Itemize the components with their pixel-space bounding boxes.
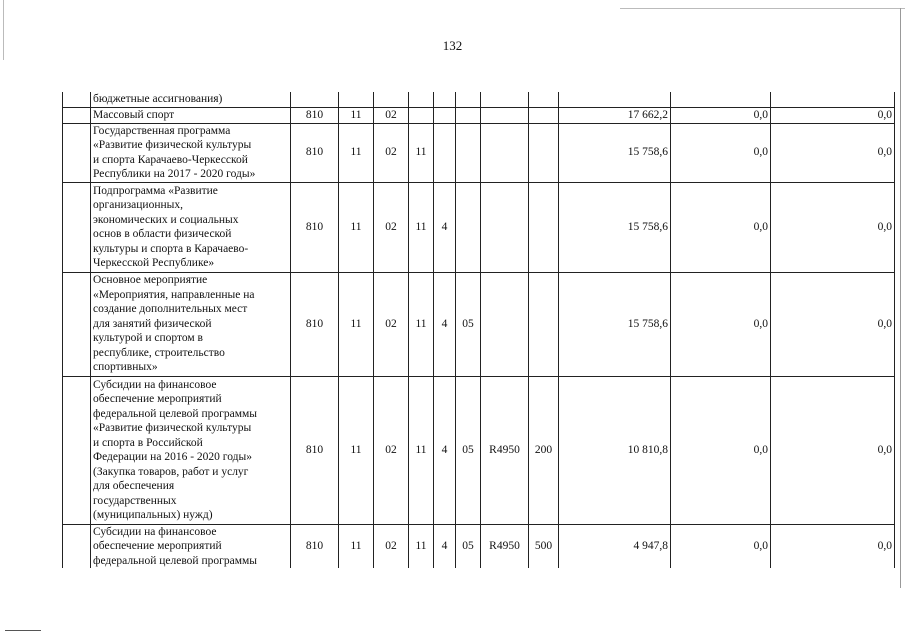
row-index-cell [63, 123, 91, 182]
col-sum-2022: 0,0 [771, 272, 895, 376]
col-sum-2020: 10 810,8 [559, 376, 671, 524]
row-name [91, 272, 291, 376]
col-direction [481, 107, 529, 123]
col-sum-2021: 0,0 [671, 272, 771, 376]
col-subprogram [434, 123, 456, 182]
row-name [91, 524, 291, 568]
row-name-line: создание дополнительных мест [93, 303, 248, 316]
col-admin: 810 [291, 376, 339, 524]
col-expense-type: 200 [529, 376, 559, 524]
row-name-line: федеральной целевой программы [93, 407, 257, 420]
row-index-cell [63, 92, 91, 107]
col-direction [481, 123, 529, 182]
row-name-line: «Развитие физической культуры [93, 139, 252, 151]
col-sum-2022: 0,0 [771, 376, 895, 524]
col-subprogram: 4 [434, 376, 456, 524]
budget-table [62, 92, 895, 568]
table-row [63, 182, 895, 272]
col-section: 11 [339, 272, 374, 376]
col-main-event [456, 182, 481, 272]
row-name-line: основ в области физической [93, 228, 232, 240]
col-subsection [374, 92, 409, 107]
col-admin: 810 [291, 123, 339, 182]
col-main-event: 05 [456, 524, 481, 568]
row-name-line: обеспечение мероприятий [93, 540, 222, 552]
table-row [63, 123, 895, 182]
col-sum-2022: 0,0 [771, 123, 895, 182]
col-program [409, 92, 434, 107]
row-name [91, 92, 291, 107]
row-name-line: Субсидии на финансовое [93, 378, 217, 391]
row-name-line: Основное мероприятие [93, 274, 208, 287]
col-main-event [456, 92, 481, 107]
col-admin: 810 [291, 524, 339, 568]
row-name-line: Массовый спорт [93, 108, 175, 121]
row-name-line: государственных [93, 494, 177, 507]
col-sum-2022: 0,0 [771, 524, 895, 568]
col-sum-2021 [671, 92, 771, 107]
col-admin: 810 [291, 182, 339, 272]
row-name-line: «Мероприятия, направленные на [93, 288, 255, 301]
col-sum-2021: 0,0 [671, 524, 771, 568]
row-name-line: Черкесской Республике» [93, 257, 215, 269]
row-name-line: (Закупка товаров, работ и услуг [93, 465, 249, 478]
col-direction [481, 182, 529, 272]
col-main-event: 05 [456, 272, 481, 376]
col-program: 11 [409, 524, 434, 568]
col-subprogram [434, 107, 456, 123]
col-expense-type [529, 272, 559, 376]
scan-border-top-right [620, 8, 905, 9]
row-name-line: для обеспечения [93, 480, 175, 492]
col-sum-2020: 17 662,2 [559, 107, 671, 123]
row-name-line: и спорта Карачаево-Черкесской [93, 153, 248, 166]
col-main-event: 05 [456, 376, 481, 524]
scan-mark-bottom-left [5, 630, 41, 631]
col-sum-2020: 4 947,8 [559, 524, 671, 568]
col-section: 11 [339, 107, 374, 123]
table-row [63, 272, 895, 376]
col-subsection: 02 [374, 524, 409, 568]
row-name-line: Подпрограмма «Развитие [93, 184, 218, 197]
row-name [91, 182, 291, 272]
row-name-line: спортивных» [93, 361, 158, 374]
table-body [63, 92, 895, 568]
col-sum-2022: 0,0 [771, 182, 895, 272]
col-section: 11 [339, 123, 374, 182]
col-direction [481, 272, 529, 376]
row-name-line: «Развитие физической культуры [93, 422, 252, 434]
table-row [63, 524, 895, 568]
col-sum-2020: 15 758,6 [559, 272, 671, 376]
col-sum-2020 [559, 92, 671, 107]
col-program: 11 [409, 123, 434, 182]
col-program: 11 [409, 376, 434, 524]
table-row [63, 92, 895, 107]
row-name-line: Государственная программа [93, 124, 231, 137]
col-subprogram: 4 [434, 272, 456, 376]
col-admin [291, 92, 339, 107]
col-section [339, 92, 374, 107]
row-name-line: и спорта в Российской [93, 436, 203, 449]
col-sum-2020: 15 758,6 [559, 182, 671, 272]
col-sum-2021: 0,0 [671, 123, 771, 182]
col-direction: R4950 [481, 524, 529, 568]
col-sum-2021: 0,0 [671, 182, 771, 272]
row-index-cell [63, 524, 91, 568]
col-sum-2020: 15 758,6 [559, 123, 671, 182]
col-admin: 810 [291, 272, 339, 376]
col-expense-type [529, 107, 559, 123]
row-name-line: (муниципальных) нужд) [93, 509, 213, 521]
row-name-line: культуры и спорта в Карачаево- [93, 242, 249, 255]
col-program: 11 [409, 182, 434, 272]
page-number: 132 [442, 38, 463, 53]
col-subsection: 02 [374, 182, 409, 272]
col-expense-type [529, 92, 559, 107]
col-subsection: 02 [374, 123, 409, 182]
col-subsection: 02 [374, 272, 409, 376]
col-subprogram [434, 92, 456, 107]
scan-border-right [900, 8, 901, 588]
col-section: 11 [339, 524, 374, 568]
col-direction [481, 92, 529, 107]
col-section: 11 [339, 376, 374, 524]
row-index-cell [63, 182, 91, 272]
col-main-event [456, 123, 481, 182]
row-name [91, 376, 291, 524]
row-name-line: организационных, [93, 199, 183, 211]
col-section: 11 [339, 182, 374, 272]
row-name-line: Республики на 2017 - 2020 годы» [93, 168, 256, 180]
row-name-line: обеспечение мероприятий [93, 393, 222, 405]
table-row [63, 107, 895, 123]
row-name-line: экономических и социальных [93, 213, 239, 226]
row-name-line: Федерации на 2016 - 2020 годы» [93, 451, 252, 463]
col-expense-type [529, 182, 559, 272]
row-name-line: федеральной целевой программы [93, 554, 257, 567]
col-direction: R4950 [481, 376, 529, 524]
col-sum-2021: 0,0 [671, 376, 771, 524]
row-index-cell [63, 107, 91, 123]
row-name [91, 123, 291, 182]
col-subprogram: 4 [434, 524, 456, 568]
row-name-line: бюджетные ассигнования) [93, 93, 223, 105]
col-admin: 810 [291, 107, 339, 123]
row-name-line: культурой и спортом в [93, 332, 203, 345]
col-program: 11 [409, 272, 434, 376]
row-name-line: Субсидии на финансовое [93, 525, 217, 538]
col-sum-2022 [771, 92, 895, 107]
col-sum-2021: 0,0 [671, 107, 771, 123]
col-subprogram: 4 [434, 182, 456, 272]
col-subsection: 02 [374, 376, 409, 524]
row-index-cell [63, 272, 91, 376]
table-row [63, 376, 895, 524]
col-program [409, 107, 434, 123]
col-expense-type [529, 123, 559, 182]
row-name-line: республике, строительство [93, 346, 225, 359]
col-sum-2022: 0,0 [771, 107, 895, 123]
col-subsection: 02 [374, 107, 409, 123]
col-main-event [456, 107, 481, 123]
row-name [91, 107, 291, 123]
row-name-line: для занятий физической [93, 317, 212, 330]
row-index-cell [63, 376, 91, 524]
col-expense-type: 500 [529, 524, 559, 568]
